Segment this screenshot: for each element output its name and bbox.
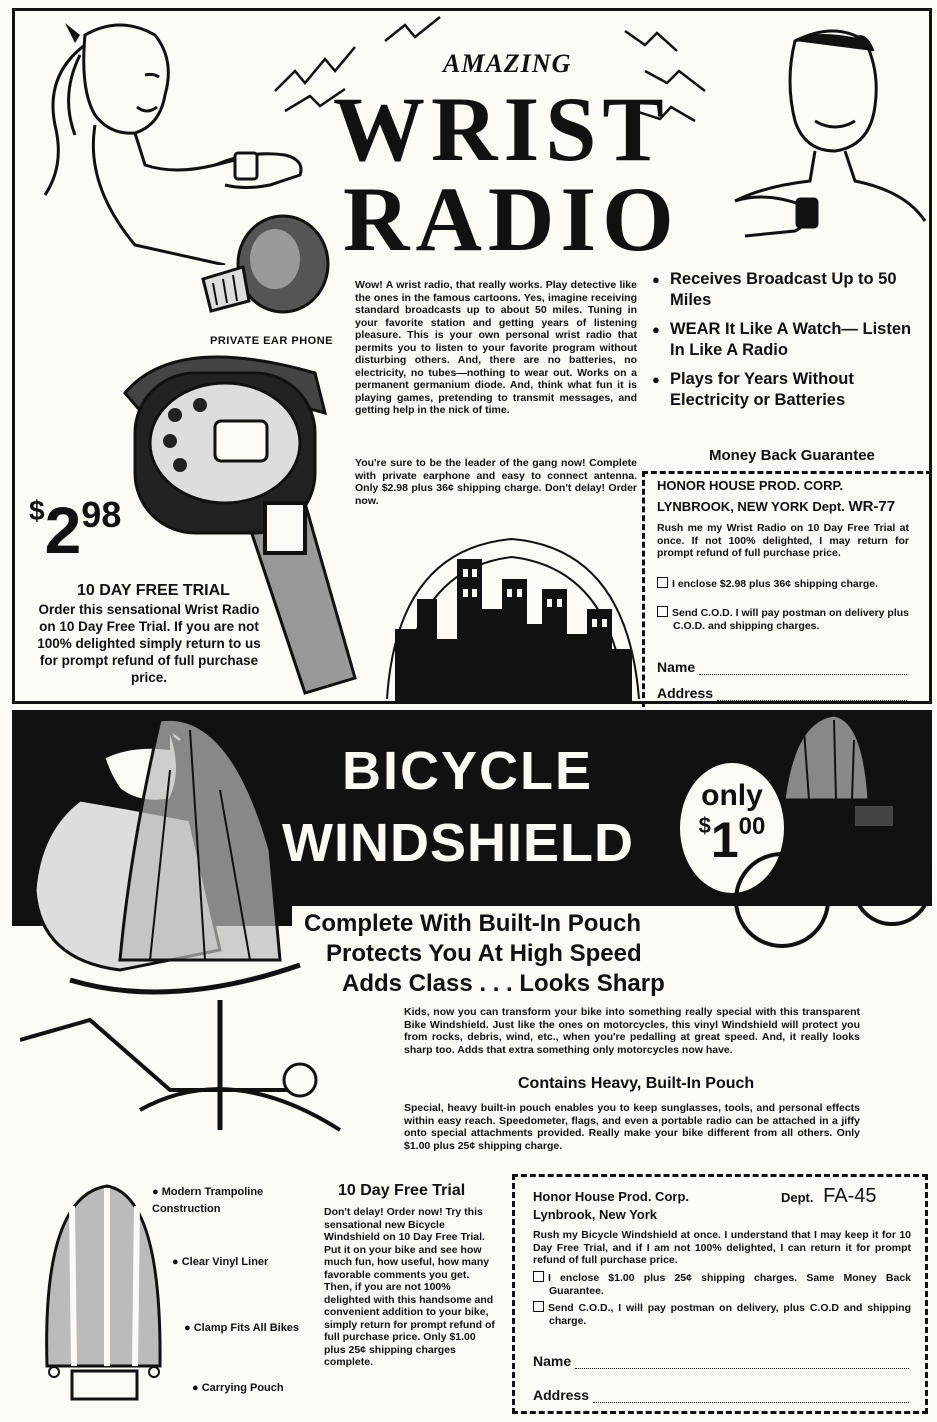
coupon-city: LYNBROOK, NEW YORK — [657, 499, 809, 514]
ear-phone-caption: PRIVATE EAR PHONE — [210, 335, 333, 347]
windshield-body-1: Kids, now you can transform your bike into something really special with this transparent Bike Windshield. Just like the ones on motorcycles, this vinyl Windshield will protect you from rocks, debris, wind, etc., when you're pedalling at great speed. And, it really looks sharp too. Adds that extra something only motorcycles now have. — [404, 1006, 860, 1056]
earphone-image — [183, 209, 333, 329]
bicycle-with-windshield-image — [734, 710, 930, 960]
price-dollar-sign: $ — [29, 495, 45, 526]
coupon-address-field[interactable] — [533, 1387, 909, 1403]
bullet-item: ● Receives Broadcast Up to 50 Miles — [652, 269, 922, 311]
feature-bullet: ● — [152, 1186, 162, 1198]
feature-trampoline — [152, 1184, 287, 1218]
coupon-company: HONOR HOUSE PROD. CORP. — [657, 478, 844, 493]
feature-label: Carrying Pouch — [201, 1382, 284, 1394]
address-label: Address — [657, 685, 714, 701]
feature-bullet: ● — [192, 1382, 202, 1394]
coupon-city: Lynbrook, New York — [533, 1207, 658, 1222]
price-dollar-sign: $ — [698, 813, 711, 838]
wrist-radio-order-coupon — [642, 471, 932, 707]
coupon-dept-code: WR-77 — [848, 498, 896, 515]
windshield-order-coupon — [512, 1174, 928, 1414]
feature-bullet: ● — [172, 1256, 182, 1268]
coupon-dept-label: Dept. — [781, 1190, 814, 1205]
wrist-radio-title-line2: RADIO — [343, 168, 680, 270]
pouch-heading: Contains Heavy, Built-In Pouch — [518, 1075, 755, 1092]
coupon-dept-code: FA-45 — [823, 1185, 877, 1207]
coupon-city-dept — [657, 498, 895, 515]
coupon-option-enclose[interactable] — [533, 1271, 911, 1297]
bullet-item: ● WEAR It Like A Watch— Listen In Like A Radio — [652, 319, 922, 361]
price-only: only — [701, 779, 763, 812]
price-cents: 00 — [738, 813, 766, 840]
wrist-radio-body-1: Wow! A wrist radio, that really works. Play detective like the ones in the famous cartoons. Yes, imagine receiving standard broadcasts up to about 50 miles. Tuning in your favorite station and getting years of listening pleasure. This is your own personal wrist radio that permits you to listen to your favorite program without disturbing others. And, there are no batteries, no electricity, no tubes—nothing to wear out. Works on a permanent germanium diode. And, think what fun it is playing games, pretending to transmit messages, and getting help in the nick of time. — [355, 279, 637, 416]
windshield-diagram — [32, 1176, 172, 1408]
price-dollars: 1 — [710, 812, 739, 868]
option-label: I enclose $2.98 plus 36¢ shipping charge. — [672, 578, 878, 590]
address-line[interactable] — [717, 689, 907, 701]
money-back-guarantee: Money Back Guarantee — [709, 447, 875, 464]
coupon-address-field[interactable] — [657, 685, 907, 701]
address-line[interactable] — [593, 1391, 909, 1403]
price-dollars: 2 — [44, 493, 82, 567]
windshield-title-line2: WINDSHIELD — [282, 813, 634, 873]
feature-clamp — [184, 1322, 299, 1334]
windshield-trial-heading: 10 Day Free Trial — [338, 1182, 466, 1199]
name-label: Name — [533, 1353, 572, 1369]
coupon-instructions: Rush me my Wrist Radio on 10 Day Free Trial at once. If not 100% delighted, I may return for prompt refund of full purchase price. — [657, 522, 909, 559]
name-line[interactable] — [699, 663, 907, 675]
windshield-body-2: Special, heavy built-in pouch enables you to keep sunglasses, tools, and personal effects within easy reach. Speedometer, flags, and even a portable radio can be attached in a jiffy onto special attachments provided. Really make your bike different from all others. Only $1.00 plus 25¢ shipping charge. — [404, 1102, 860, 1152]
coupon-option-cod[interactable] — [533, 1301, 911, 1327]
address-label: Address — [533, 1387, 590, 1403]
coupon-dept-label: Dept. — [812, 499, 845, 514]
feature-label: Modern Trampoline Construction — [152, 1186, 264, 1215]
wrist-radio-body-2: You're sure to be the leader of the gang now! Complete with private earphone and easy to connect antenna. Only $2.98 plus 36¢ shipping charge. Don't delay! Order now. — [355, 457, 637, 507]
wrist-radio-trial-text: Order this sensational Wrist Radio on 10 Day Free Trial. If you are not 100% delighted simply return to us for prompt refund of full purchase price. — [37, 602, 261, 685]
feature-label: Clamp Fits All Bikes — [193, 1322, 300, 1334]
option-label: Send C.O.D. I will pay postman on delivery plus C.O.D. and shipping charges. — [672, 607, 909, 632]
wrist-radio-trial-heading: 10 DAY FREE TRIAL — [77, 582, 230, 599]
feature-pouch — [192, 1382, 284, 1394]
coupon-name-field[interactable] — [657, 659, 907, 675]
name-label: Name — [657, 659, 696, 675]
option-label: Send C.O.D., I will pay postman on delivery, plus C.O.D and shipping charge. — [548, 1302, 911, 1327]
name-line[interactable] — [575, 1357, 909, 1369]
feature-label: Clear Vinyl Liner — [181, 1256, 269, 1268]
coupon-company: Honor House Prod. Corp. — [533, 1189, 689, 1204]
city-skyline-image — [377, 529, 647, 703]
coupon-dept — [781, 1185, 876, 1208]
coupon-instructions: Rush my Bicycle Windshield at once. I understand that I may keep it for 10 Day Free Trial, and if I am not 100% delighted, I can return it for prompt refund of full purchase price. — [533, 1229, 911, 1266]
bicycle-windshield-ad — [12, 710, 932, 1418]
coupon-name-field[interactable] — [533, 1353, 909, 1369]
wrist-radio-title-line1: WRIST — [333, 78, 670, 180]
checkbox[interactable] — [533, 1301, 544, 1312]
windshield-headline-3: Adds Class . . . Looks Sharp — [342, 970, 665, 997]
wrist-radio-kicker: AMAZING — [443, 49, 572, 78]
windshield-title-line1: BICYCLE — [342, 741, 594, 801]
boy-illustration — [705, 21, 930, 251]
wrist-radio-bullets — [652, 269, 922, 419]
feature-vinyl-liner — [172, 1256, 268, 1268]
coupon-option-cod[interactable] — [657, 606, 909, 632]
wrist-radio-ad — [12, 8, 932, 704]
feature-bullet: ● — [184, 1322, 194, 1334]
checkbox[interactable] — [657, 577, 668, 588]
checkbox[interactable] — [657, 606, 668, 617]
price-cents: 98 — [81, 494, 122, 535]
coupon-option-enclose[interactable] — [657, 577, 909, 591]
wrist-radio-price — [29, 493, 122, 567]
checkbox[interactable] — [533, 1271, 544, 1282]
windshield-headline-1: Complete With Built-In Pouch — [304, 910, 642, 937]
bullet-item: ● Plays for Years Without Electricity or Batteries — [652, 369, 922, 411]
windshield-headline-2: Protects You At High Speed — [326, 940, 642, 967]
windshield-trial-text: Don't delay! Order now! Try this sensational new Bicycle Windshield on 10 Day Free Trial. Put it on your bike and see how much fun, how useful, how many favorable comments you get. Then, if you are not 100% delighted with this handsome and convenient addition to your bike, simply return for prompt refund of full purchase price. Only $1.00 plus 25¢ shipping charges complete. — [324, 1206, 495, 1368]
option-label: I enclose $1.00 plus 25¢ shipping charges. Same Money Back Guarantee. — [548, 1272, 911, 1297]
